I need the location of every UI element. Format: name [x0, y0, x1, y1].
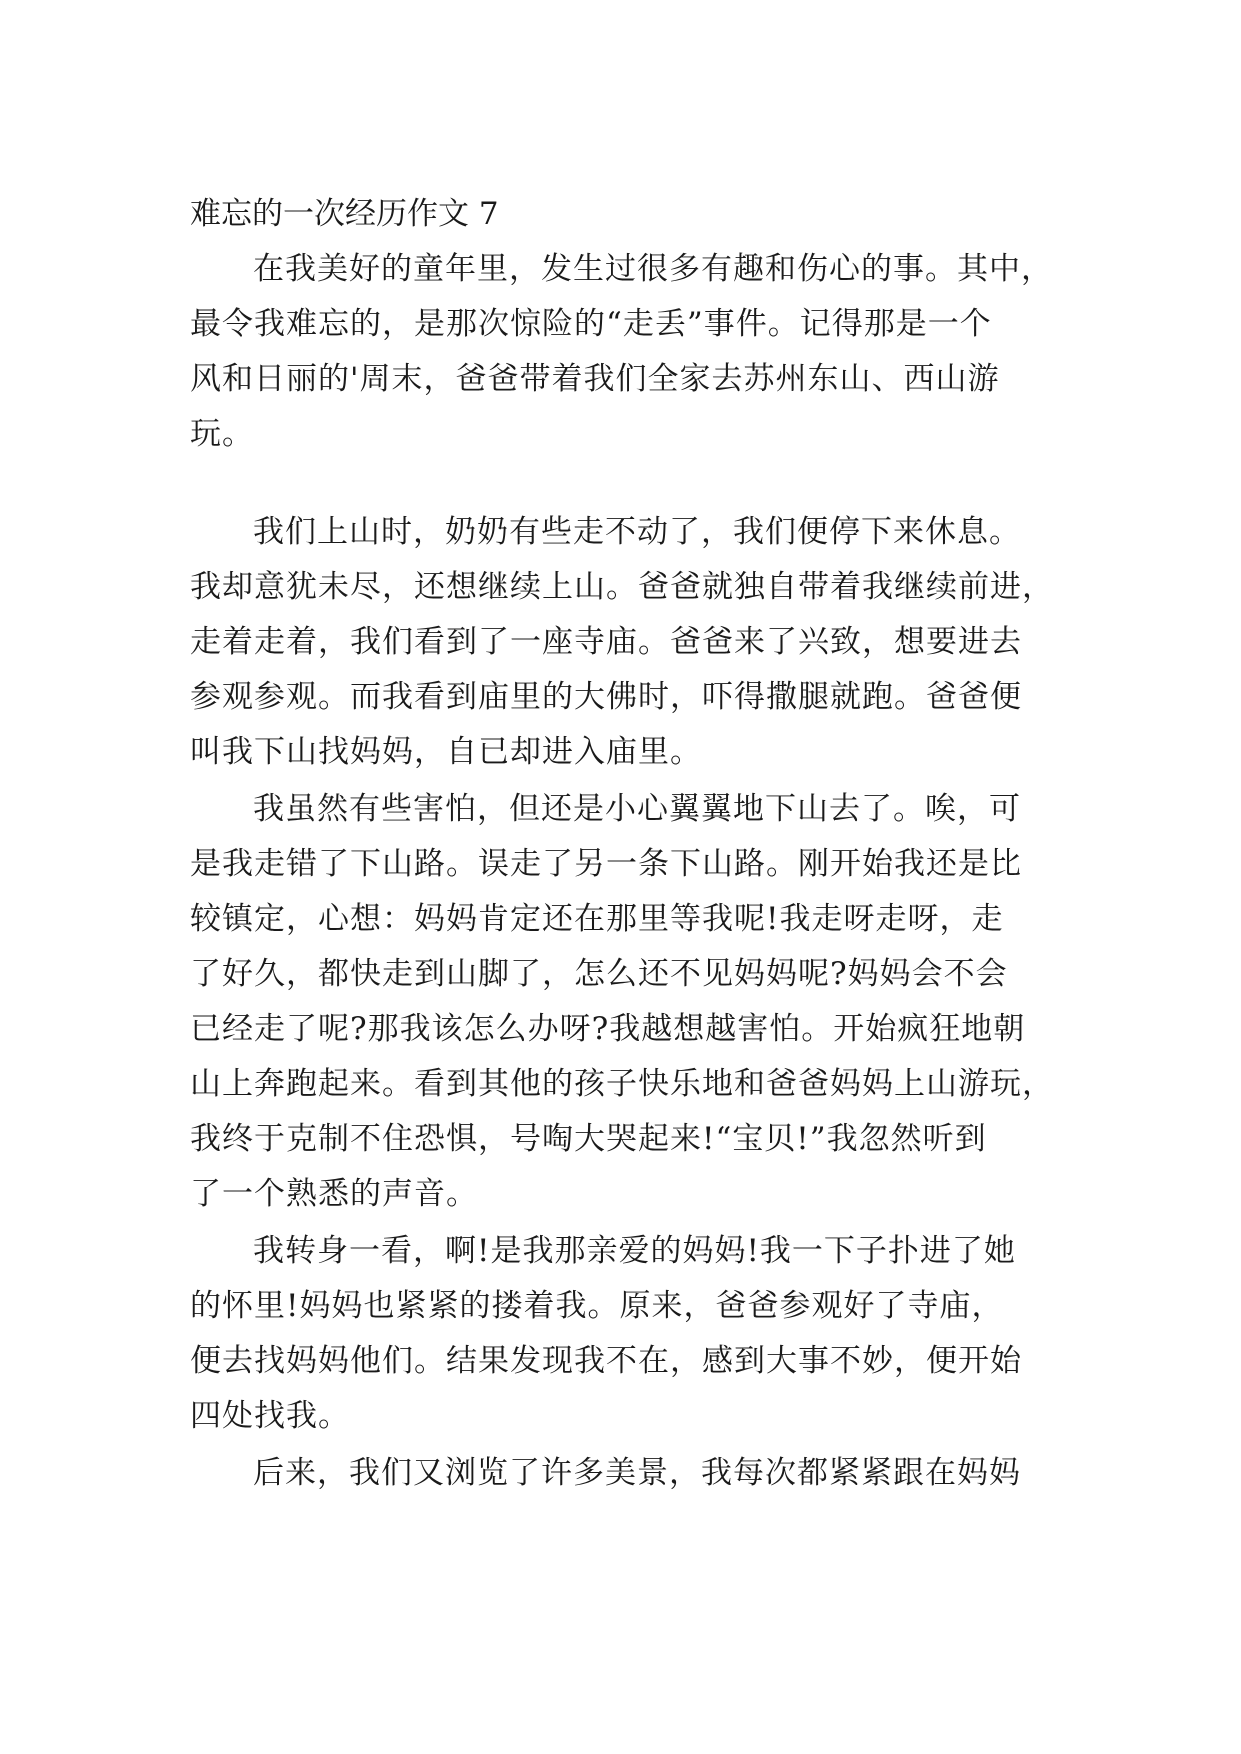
text-line: 较镇定，心想：妈妈肯定还在那里等我呢!我走呀走呀，走 [190, 901, 1004, 937]
text-line: 已经走了呢?那我该怎么办呀?我越想越害怕。开始疯狂地朝 [190, 1011, 1026, 1047]
document-title: 难忘的一次经历作文 7 [190, 196, 499, 232]
text-line: 走着走着，我们看到了一座寺庙。爸爸来了兴致，想要进去 [190, 624, 1022, 660]
text-line: 便去找妈妈他们。结果发现我不在，感到大事不妙，便开始 [190, 1343, 1022, 1379]
text-line: 了好久，都快走到山脚了，怎么还不见妈妈呢?妈妈会不会 [190, 956, 1008, 992]
text-line: 我虽然有些害怕，但还是小心翼翼地下山去了。唉，可 [253, 791, 1021, 827]
text-line: 玩。 [190, 416, 254, 452]
text-line: 四处找我。 [190, 1398, 350, 1434]
text-line: 风和日丽的'周末，爸爸带着我们全家去苏州东山、西山游 [190, 361, 1000, 397]
text-line: 我们上山时，奶奶有些走不动了，我们便停下来休息。 [253, 514, 1021, 550]
text-line: 后来，我们又浏览了许多美景，我每次都紧紧跟在妈妈 [253, 1455, 1021, 1491]
text-line: 我却意犹未尽，还想继续上山。爸爸就独自带着我继续前进， [190, 569, 1054, 605]
text-line: 我终于克制不住恐惧，号啕大哭起来!“宝贝!”我忽然听到 [190, 1121, 987, 1157]
text-line: 参观参观。而我看到庙里的大佛时，吓得撒腿就跑。爸爸便 [190, 679, 1022, 715]
text-line: 山上奔跑起来。看到其他的孩子快乐地和爸爸妈妈上山游玩， [190, 1066, 1054, 1102]
text-line: 了一个熟悉的声音。 [190, 1176, 478, 1212]
text-line: 叫我下山找妈妈，自已却进入庙里。 [190, 734, 702, 770]
text-line: 是我走错了下山路。误走了另一条下山路。刚开始我还是比 [190, 846, 1022, 882]
text-line: 的怀里!妈妈也紧紧的搂着我。原来，爸爸参观好了寺庙， [190, 1288, 1004, 1324]
text-line: 在我美好的童年里，发生过很多有趣和伤心的事。其中， [253, 251, 1053, 287]
text-line: 最令我难忘的，是那次惊险的“走丢”事件。记得那是一个 [190, 306, 992, 342]
text-line: 我转身一看，啊!是我那亲爱的妈妈!我一下子扑进了她 [253, 1233, 1016, 1269]
